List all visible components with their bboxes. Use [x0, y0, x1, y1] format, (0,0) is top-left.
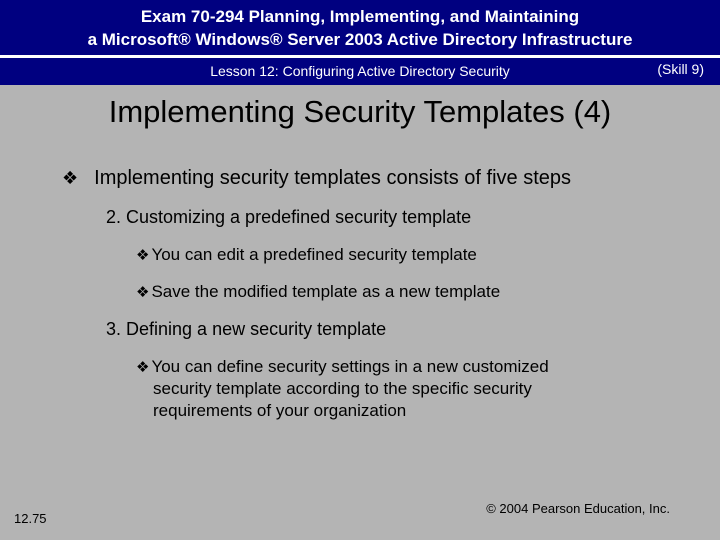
- diamond-bullet-icon: ❖: [136, 358, 150, 376]
- skill-label: (Skill 9): [657, 61, 704, 77]
- step-3-sub-bullet-1-line-2: security template according to the specific security: [153, 379, 532, 398]
- copyright-notice: © 2004 Pearson Education, Inc.: [486, 501, 670, 516]
- step-2-sub-bullet-1-text: You can edit a predefined security template: [151, 245, 477, 264]
- exam-title-line-1: Exam 70-294 Planning, Implementing, and Maintaining: [140, 7, 580, 26]
- slide-number: 12.75: [14, 511, 47, 526]
- step-2-sub-bullet-2: [136, 281, 500, 303]
- main-bullet: [62, 166, 571, 191]
- step-3-sub-bullet-1: [136, 356, 549, 422]
- slide-title: Implementing Security Templates (4): [108, 94, 612, 129]
- diamond-bullet-icon: ❖: [136, 283, 150, 301]
- step-3-sub-bullet-1-line-3: requirements of your organization: [153, 401, 407, 420]
- step-2: [106, 206, 471, 228]
- diamond-bullet-icon: ❖: [136, 246, 150, 264]
- step-2-sub-bullet-2-text: Save the modified template as a new template: [151, 282, 501, 301]
- exam-title-line-2: a Microsoft® Windows® Server 2003 Active Directory Infrastructure: [87, 30, 633, 49]
- step-3: [106, 318, 386, 340]
- slide-header: [0, 0, 720, 85]
- step-2-text: 2. Customizing a predefined security template: [106, 207, 472, 227]
- main-bullet-text: Implementing security templates consists of five steps: [94, 167, 572, 189]
- step-2-sub-bullet-1: [136, 244, 477, 266]
- header-divider: [0, 55, 720, 58]
- step-3-sub-bullet-1-line-1: You can define security settings in a new customized: [151, 357, 549, 376]
- lesson-title: Lesson 12: Configuring Active Directory Security: [210, 63, 510, 79]
- diamond-bullet-icon: ❖: [62, 168, 79, 189]
- step-3-text: 3. Defining a new security template: [106, 319, 387, 339]
